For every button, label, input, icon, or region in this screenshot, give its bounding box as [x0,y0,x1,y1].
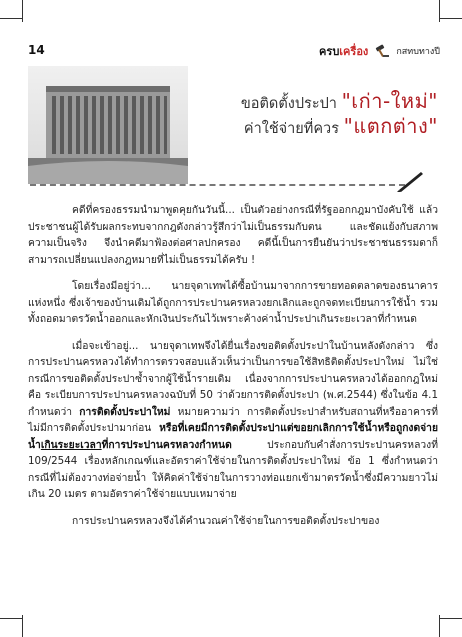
crop-mark [0,18,22,19]
crop-mark [0,618,22,619]
crop-mark [22,0,23,22]
parliament-building-photo [28,66,188,184]
crop-mark [439,615,440,637]
emphasis-term: การติดตั้งประปาใหม่ [79,405,171,418]
emphasis-term: หรือที่เคยมีการติดตั้งประปาแต่ขอยกเลิกการใช้น้ำหรือถูกงดจ่ายน้ำ [28,422,438,451]
pen-icon [395,170,425,192]
paragraph-text: คดีที่ครองธรรมนำมาพูดคุยกันวันนี้... เป็นตัวอย่างกรณีที่รัฐออกกฎมาบังคับใช้ แล้วประชาชนผู้ได้รับผลกระทบจากกฎดังกล่าวรู้สึกว่าไม่เป็นธรรมกับตน และชัดแย้งกับสภาพความเป็นจริง จึงนำคดีมาฟ้องต่อศาลปกครอง คดีนี้เป็นการยืนยันว่าประชาชนธรรมดาก็สามารถเปลี่ยนแปลงกฎหมายที่ไม่เป็นธรรมได้ครับ ! [28,204,438,266]
paragraph-text: หมายความว่า การติดตั้งประปาสำหรับสถานที่หรืออาคารที่ไม่มีการติดตั้งประปามาก่อน [28,405,439,434]
paragraph-text: การประปานครหลวงจึงได้คำนวณค่าใช้จ่ายในการขอติดตั้งประปาของ [72,514,380,527]
headline-line-2-prefix: ค่าใช้จ่ายที่ควร [243,121,339,137]
crop-mark [439,0,440,22]
paragraph [28,278,438,328]
article-body [28,202,438,539]
running-header [319,42,440,60]
crop-mark [440,618,462,619]
headline-emphasis-1: " เก่า-ใหม่ " [342,89,438,113]
paragraph-text: โดยเรื่องมีอยู่ว่า... นายจุดาเทพได้ซื้อบ้านมาจากการขายทอดตลาดของธนาคารแห่งหนึ่ง ซึ่งเจ้าของบ้านเดิมได้ถูกการประปานครหลวงยกเลิกและถูกจดทะเบียนการใช้น้ำ รวมทั้งถอดมาตรวัดน้ำออกและหักเงินประกันไว้เพราะค้างค่าน้ำประปาเกินระยะเวลาที่กำหนด [28,280,438,325]
crop-mark [22,615,23,637]
headline-line-2 [188,115,438,140]
article-hero [28,66,438,184]
headline-line-1 [188,90,438,115]
brand-name [319,42,368,60]
paragraph [28,202,438,268]
paragraph [28,338,438,503]
brand-name-part2: เครื่อง [339,45,369,58]
brand-name-part1: ครบ [319,45,340,58]
paragraph-text: เมื่อจะเข้าอยู่... นายจุดาเทพจึงได้ยื่นเรื่องขอติดตั้งประปาในบ้านหลังดังกล่าว ซึ่งการประปานครหลวงได้ทำการตรวจสอบแล้วเห็นว่าเป็นการขอใช้สิทธิติดตั้งประปาใหม่ ไม่ใช่กรณีการขอติดตั้งประปาซ้ำจากผู้ใช้น้ำรายเดิม เนื่องจากการประปานครหลวงได้ออกกฎใหม่คือ ระเบียบการประปานครหลวงฉบับที่ 50 ว่าด้วยการติดตั้งประปา (พ.ศ.2544) ซึ่งในข้อ 4.1 กำหนดว่า [28,339,438,418]
headline-emphasis-2: " แตกต่าง " [344,114,438,138]
header-subtitle: กสทบทางปี [396,47,440,57]
gavel-icon [374,44,390,58]
dashed-divider [30,184,405,186]
page-number: 14 [28,43,45,57]
headline-line-1-prefix: ขอติดตั้งประปา [240,96,337,112]
emphasis-term: ที่การประปานครหลวงกำหนด [101,438,232,451]
paragraph [28,513,438,530]
headline [188,90,438,140]
underlined-term: เกินระยะเวลา [40,438,102,451]
paragraph-text: ประกอบกับคำสั่งการประปานครหลวงที่ 109/2544 เรื่องหลักเกณฑ์และอัตราค่าใช้จ่ายในการติดตั้งประปาใหม่ ข้อ 1 ซึ่งกำหนดว่า กรณีที่ไม่ต้องวางท่อจ่ายน้ำ ให้คิดค่าใช้จ่ายในการวางท่อแยกเข้ามาตรวัดน้ำซึ่งมีความยาวไม่เกิน 20 เมตร ตามอัตราค่าใช้จ่ายแบบเหมาจ่าย [28,438,438,500]
crop-mark [440,18,462,19]
